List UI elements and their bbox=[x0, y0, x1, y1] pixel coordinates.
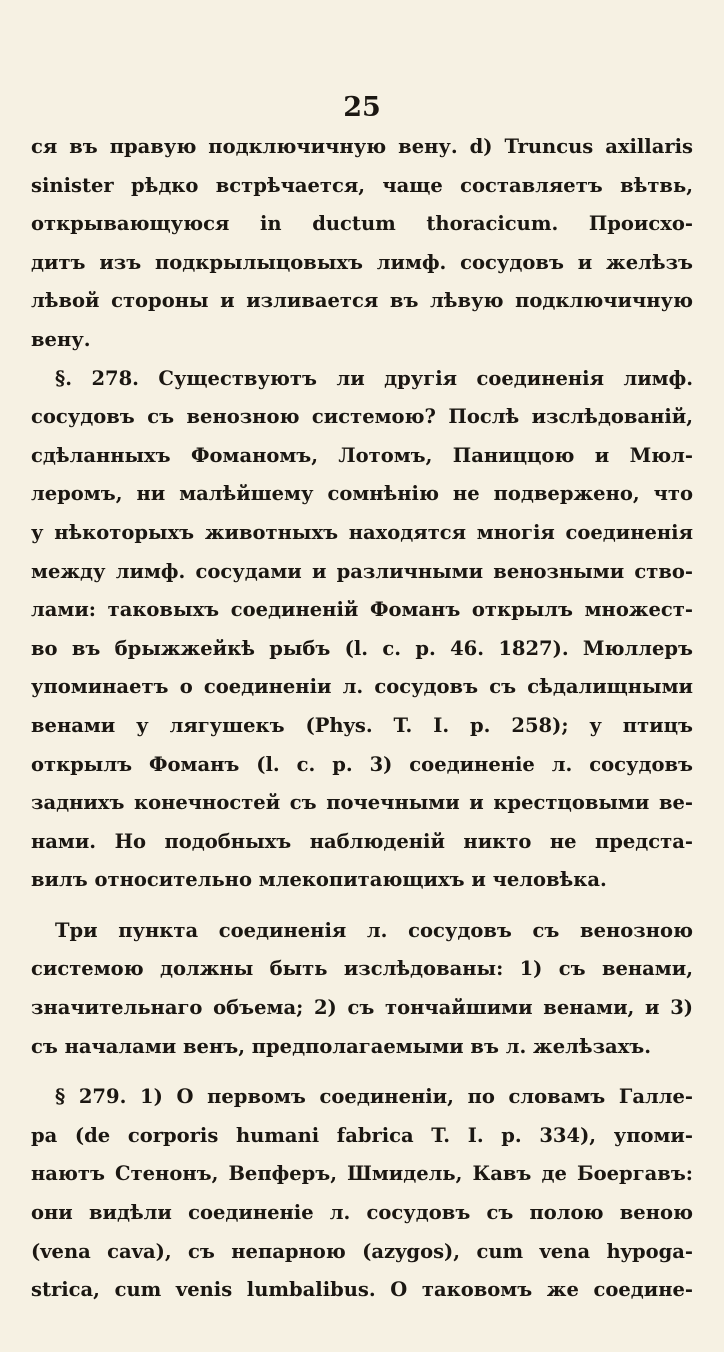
text-line: у нѣкоторыхъ животныхъ находятся многія соединенія bbox=[31, 520, 693, 544]
paragraph-gap bbox=[31, 1066, 693, 1078]
text-line: системою должны быть изслѣдованы: 1) съ венами, bbox=[31, 957, 693, 981]
text-line: strica, cum venis lumbalibus. О таковомъ же соедине- bbox=[31, 1278, 693, 1302]
text-line: сдѣланныхъ Фоманомъ, Лотомъ, Паниццою и Мюл- bbox=[31, 443, 693, 467]
text-line: упоминаетъ о соединеніи л. сосудовъ съ сѣдалищными bbox=[31, 675, 693, 699]
text-line: вилъ относительно млекопитающихъ и человѣка. bbox=[31, 868, 607, 892]
text-body bbox=[31, 128, 693, 1310]
text-line: венами у лягушекъ (Phys. T. I. p. 258); у птицъ bbox=[31, 713, 693, 737]
text-line: открывающуюся in ductum thoracicum. Происхо- bbox=[31, 212, 693, 236]
text-line: нами. Но подобныхъ наблюденій никто не предста- bbox=[31, 829, 693, 853]
text-line: открылъ Фоманъ (l. c. p. 3) соединеніе л. сосудовъ bbox=[31, 752, 693, 776]
text-line: съ началами венъ, предполагаемыми въ л. желѣзахъ. bbox=[31, 1034, 652, 1058]
text-line: вену. bbox=[31, 327, 91, 351]
paragraph-gap bbox=[31, 900, 693, 912]
text-line: они видѣли соединеніе л. сосудовъ съ полою веною bbox=[31, 1201, 693, 1225]
text-line: сосудовъ съ венозною системою? Послѣ изслѣдованій, bbox=[31, 405, 693, 429]
text-line: между лимф. сосудами и различными венозными ство- bbox=[31, 559, 693, 583]
text-line: (vena cava), съ непарною (azygos), cum vena hypoga- bbox=[31, 1239, 693, 1263]
text-line: дитъ изъ подкрылыцовыхъ лимф. сосудовъ и желѣзъ bbox=[31, 250, 693, 274]
text-line: значительнаго объема; 2) съ тончайшими венами, и 3) bbox=[31, 996, 693, 1020]
text-line: леромъ, ни малѣйшему сомнѣнію не подвержено, что bbox=[31, 482, 693, 506]
text-line: Три пункта соединенія л. сосудовъ съ венозною bbox=[55, 918, 693, 942]
text-line: ра (de corporis humani fabrica T. I. p. 334), упоми- bbox=[31, 1123, 693, 1147]
text-line: лѣвой стороны и изливается въ лѣвую подключичную bbox=[31, 289, 693, 313]
text-line: §. 278. Существуютъ ли другія соединенія лимф. bbox=[55, 366, 693, 390]
text-line: лами: таковыхъ соединеній Фоманъ открылъ множест- bbox=[31, 598, 693, 622]
text-line: заднихъ конечностей съ почечными и крестцовыми ве- bbox=[31, 791, 693, 815]
text-line: sinister рѣдко встрѣчается, чаще составляетъ вѣтвь, bbox=[31, 173, 693, 197]
page-number: 25 bbox=[343, 92, 381, 123]
text-line: наютъ Стенонъ, Вепферъ, Шмидель, Кавъ де Боергавъ: bbox=[31, 1162, 693, 1186]
text-line: ся въ правую подключичную вену. d) Truncus axillaris bbox=[31, 135, 693, 158]
text-line: § 279. 1) О первомъ соединеніи, по словамъ Галле- bbox=[55, 1085, 693, 1109]
text-line: во въ брыжжейкѣ рыбъ (l. c. p. 46. 1827). Мюллеръ bbox=[31, 636, 693, 660]
